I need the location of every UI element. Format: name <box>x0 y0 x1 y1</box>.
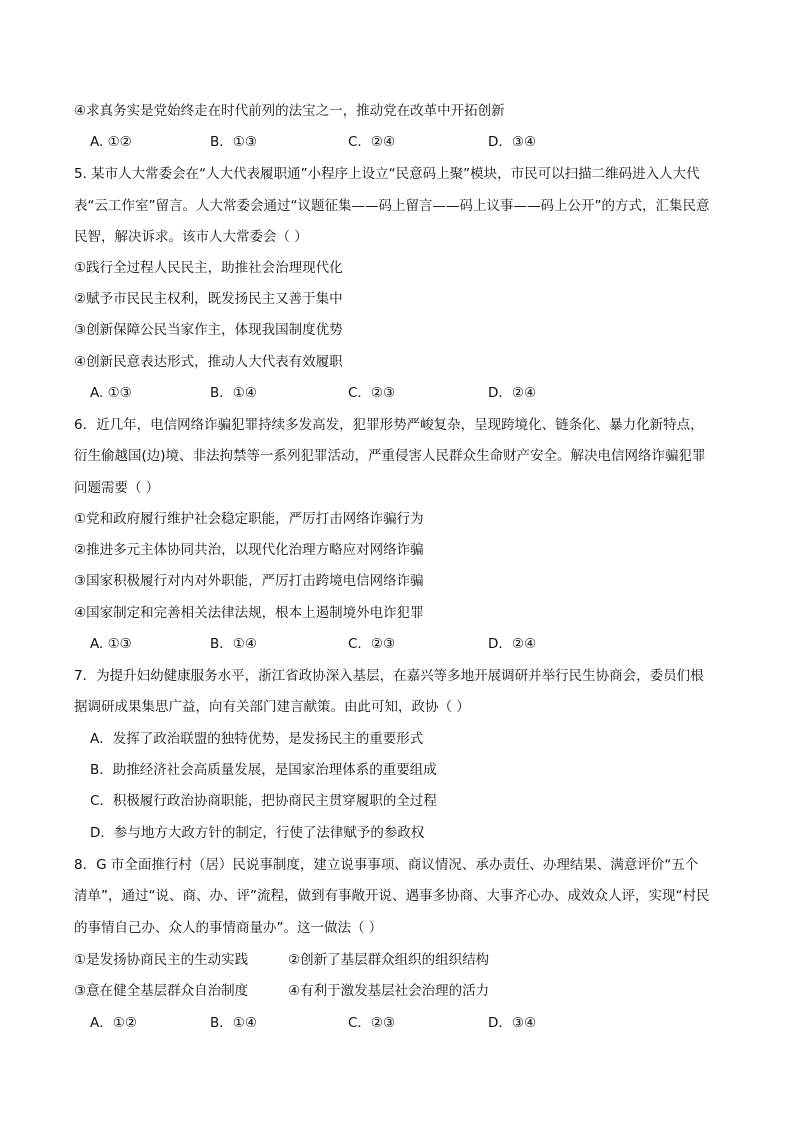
q8-stem-line-2: 清单”，通过“说、商、办、评”流程，做到有事敞开说、遇事多协商、大事齐心办、成效众人评，实现“村民 <box>74 888 710 904</box>
q6-statement-3: ③国家积极履行对内对外职能，严厉打击跨境电信网络诈骗 <box>74 573 424 589</box>
q6-stem-line-2: 衍生偷越国(边)境、非法拘禁等一系列犯罪活动，严重侵害人民群众生命财产安全。解决电信网络诈骗犯罪 <box>74 448 706 464</box>
q5-stem-line-1: 5. 某市人大常委会在“人大代表履职通”小程序上设立“民意码上聚”模块，市民可以扫描二维码进入人大代 <box>74 166 700 182</box>
q6-option-a: A. ①③ <box>90 636 132 652</box>
q6-stem-line-1: 6．近几年，电信网络诈骗犯罪持续多发高发，犯罪形势严峻复杂，呈现跨境化、链条化、暴力化新特点， <box>74 417 704 433</box>
q8-option-d: D．③④ <box>488 1015 537 1031</box>
q8-stem-line-3: 的事情自己办、众人的事情商量办”。这一做法（ ） <box>74 920 383 936</box>
q6-stem-line-3: 问题需要（ ） <box>74 480 160 496</box>
q4-option-d: D．③④ <box>488 134 537 150</box>
q5-statement-4: ④创新民意表达形式，推动人大代表有效履职 <box>74 354 343 370</box>
q6-statement-2: ②推进多元主体协同共治，以现代化治理方略应对网络诈骗 <box>74 542 424 558</box>
q6-option-b: B．①④ <box>210 636 257 652</box>
q7-stem-line-2: 据调研成果集思广益，向有关部门建言献策。由此可知，政协（ ） <box>74 699 470 715</box>
q5-stem-line-2: 表“云工作室”留言。人大常委会通过“议题征集——码上留言——码上议事——码上公开”的方式，汇集民意 <box>74 198 710 214</box>
q5-statement-1: ①践行全过程人民民主，助推社会治理现代化 <box>74 260 343 276</box>
q8-stem-line-1: 8．G 市全面推行村（居）民说事制度，建立说事事项、商议情况、承办责任、办理结果、满意评价“五个 <box>74 857 699 873</box>
q8-statement-2: ②创新了基层群众组织的组织结构 <box>288 952 490 968</box>
q8-option-c: C．②③ <box>348 1015 396 1031</box>
q6-option-d: D．②④ <box>488 636 537 652</box>
q5-statement-3: ③创新保障公民当家作主，体现我国制度优势 <box>74 322 343 338</box>
q4-option-c: C．②④ <box>348 134 396 150</box>
q6-option-c: C．②③ <box>348 636 396 652</box>
q5-options <box>90 383 610 403</box>
q4-statement-4: ④求真务实是党始终走在时代前列的法宝之一，推动党在改革中开拓创新 <box>74 103 505 119</box>
q5-option-a: A. ①③ <box>90 385 132 401</box>
q4-option-b: B．①③ <box>210 134 257 150</box>
q4-option-a: A. ①② <box>90 134 132 150</box>
q8-statement-3: ③意在健全基层群众自治制度 <box>74 983 249 999</box>
q5-statement-2: ②赋予市民民主权利，既发扬民主又善于集中 <box>74 291 343 307</box>
q8-option-b: B．①④ <box>210 1015 257 1031</box>
q6-statement-1: ①党和政府履行维护社会稳定职能，严厉打击网络诈骗行为 <box>74 511 424 527</box>
q7-choice-d: D．参与地方大政方针的制定，行使了法律赋予的参政权 <box>90 825 425 841</box>
q7-stem-line-1: 7．为提升妇幼健康服务水平，浙江省政协深入基层，在嘉兴等多地开展调研并举行民生协商会，委员们根 <box>74 668 704 684</box>
q5-option-b: B．①④ <box>210 385 257 401</box>
q8-option-a: A．①② <box>90 1015 137 1031</box>
q6-statement-4: ④国家制定和完善相关法律法规，根本上遏制境外电诈犯罪 <box>74 605 424 621</box>
q8-options <box>90 1013 610 1033</box>
q5-option-c: C．②③ <box>348 385 396 401</box>
q4-options <box>90 132 610 152</box>
q8-statement-4: ④有利于激发基层社会治理的活力 <box>288 983 490 999</box>
q8-statements-row-1 <box>74 950 754 970</box>
q6-options <box>90 634 610 654</box>
q8-statements-row-2 <box>74 981 754 1001</box>
q5-option-d: D．②④ <box>488 385 537 401</box>
q7-choice-b: B．助推经济社会高质量发展，是国家治理体系的重要组成 <box>90 762 437 778</box>
q5-stem-line-3: 民智，解决诉求。该市人大常委会（ ） <box>74 229 308 245</box>
q7-choice-a: A．发挥了政治联盟的独特优势，是发扬民主的重要形式 <box>90 731 424 747</box>
q7-choice-c: C．积极履行政治协商职能，把协商民主贯穿履职的全过程 <box>90 793 437 809</box>
q8-statement-1: ①是发扬协商民主的生动实践 <box>74 952 249 968</box>
